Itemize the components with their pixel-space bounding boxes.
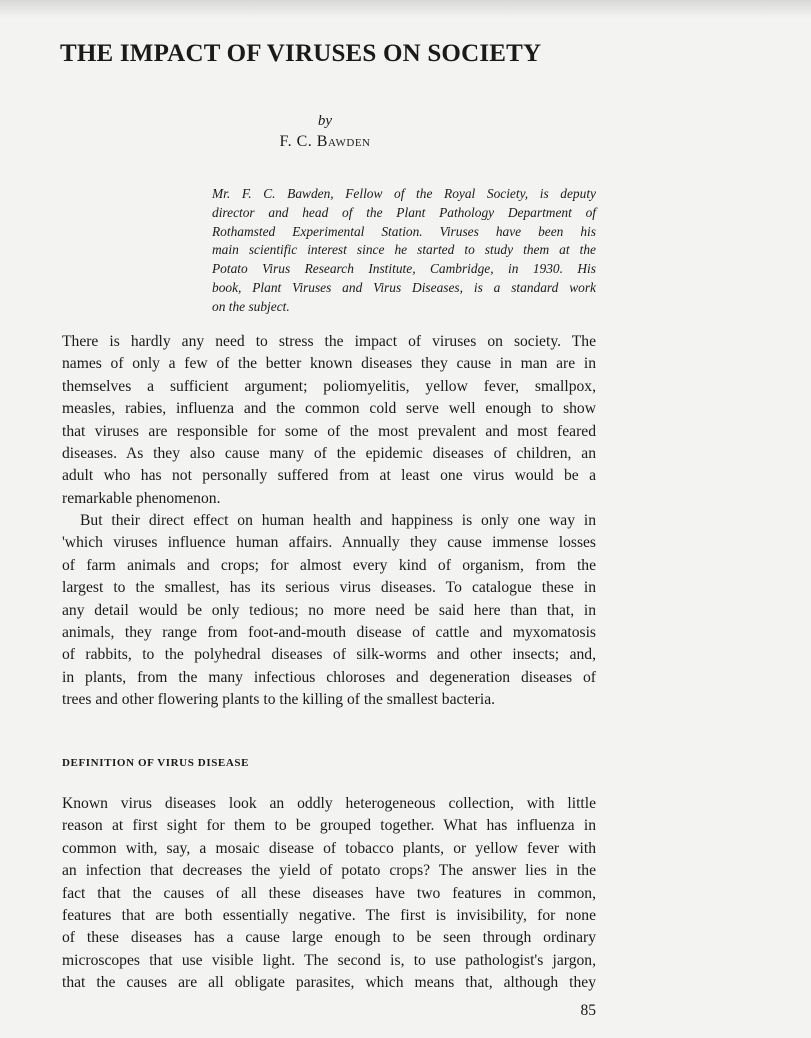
text-line: Potato Virus Research Institute, Cambridge, in 1930. His <box>212 261 596 277</box>
text-line: on the subject. <box>212 298 290 314</box>
byline-by: by <box>317 113 333 129</box>
text-line: diseases. As they also cause many of the epidemic diseases of children, an <box>62 444 596 462</box>
text-line: director and head of the Plant Pathology Department of <box>212 204 596 220</box>
text-line: features that are both essentially negative. The first is invisibility, for none <box>62 906 596 924</box>
text-line: main scientific interest since he started to study them at the <box>212 242 596 258</box>
text-line: fact that the causes of all these diseases have two features in common, <box>62 884 596 902</box>
author-name: F. C. Bawden <box>279 133 371 150</box>
text-line: that the causes are all obligate parasites, which means that, although they <box>62 974 596 992</box>
text-line: that viruses are responsible for some of the most prevalent and most feared <box>62 422 596 440</box>
article-title: THE IMPACT OF VIRUSES ON SOCIETY <box>60 40 542 67</box>
text-line: measles, rabies, influenza and the common cold serve well enough to show <box>62 400 596 418</box>
text-line: names of only a few of the better known diseases they cause in man are in <box>62 355 596 373</box>
text-line: Rothamsted Experimental Station. Viruses have been his <box>212 223 596 239</box>
author-bio <box>212 185 596 317</box>
text-line: remarkable phenomenon. <box>62 489 221 507</box>
paragraph-1 <box>62 331 596 510</box>
text-line: in plants, from the many infectious chloroses and degeneration diseases of <box>62 668 596 686</box>
text-line: themselves a sufficient argument; poliomyelitis, yellow fever, smallpox, <box>62 377 596 395</box>
text-line: trees and other flowering plants to the killing of the smallest bacteria. <box>62 691 496 709</box>
text-line: largest to the smallest, has its serious virus diseases. To catalogue these in <box>62 579 596 597</box>
text-line: of farm animals and crops; for almost every kind of organism, from the <box>62 556 596 574</box>
text-line: microscopes that use visible light. The second is, to use pathologist's jargon, <box>62 951 596 969</box>
section-heading: DEFINITION OF VIRUS DISEASE <box>62 757 250 769</box>
text-line: adult who has not personally suffered from at least one virus would be a <box>62 467 596 485</box>
scan-shadow <box>0 0 811 18</box>
text-line: common with, say, a mosaic disease of tobacco plants, or yellow fever with <box>62 839 596 857</box>
paragraph-3 <box>62 793 596 995</box>
text-line: 'which viruses influence human affairs. Annually they cause immense losses <box>62 534 596 552</box>
text-line: book, Plant Viruses and Virus Diseases, is a standard work <box>212 279 596 295</box>
text-line: of these diseases has a cause large enough to be seen through ordinary <box>62 929 596 947</box>
text-line: any detail would be only tedious; no more need be said here than that, in <box>62 601 596 619</box>
paragraph-2 <box>62 510 596 712</box>
text-line: animals, they range from foot-and-mouth disease of cattle and myxomatosis <box>62 623 596 641</box>
text-line: reason at first sight for them to be grouped together. What has influenza in <box>62 817 596 835</box>
text-line: But their direct effect on human health and happiness is only one way in <box>80 512 596 529</box>
text-line: Mr. F. C. Bawden, Fellow of the Royal Society, is deputy <box>212 186 596 201</box>
text-line: There is hardly any need to stress the impact of viruses on society. The <box>62 333 596 350</box>
text-line: of rabbits, to the polyhedral diseases of silk-worms and other insects; and, <box>62 646 596 664</box>
text-line: Known virus diseases look an oddly heterogeneous collection, with little <box>62 795 596 812</box>
text-line: an infection that decreases the yield of potato crops? The answer lies in the <box>62 862 596 880</box>
page-number: 85 <box>580 1002 596 1019</box>
